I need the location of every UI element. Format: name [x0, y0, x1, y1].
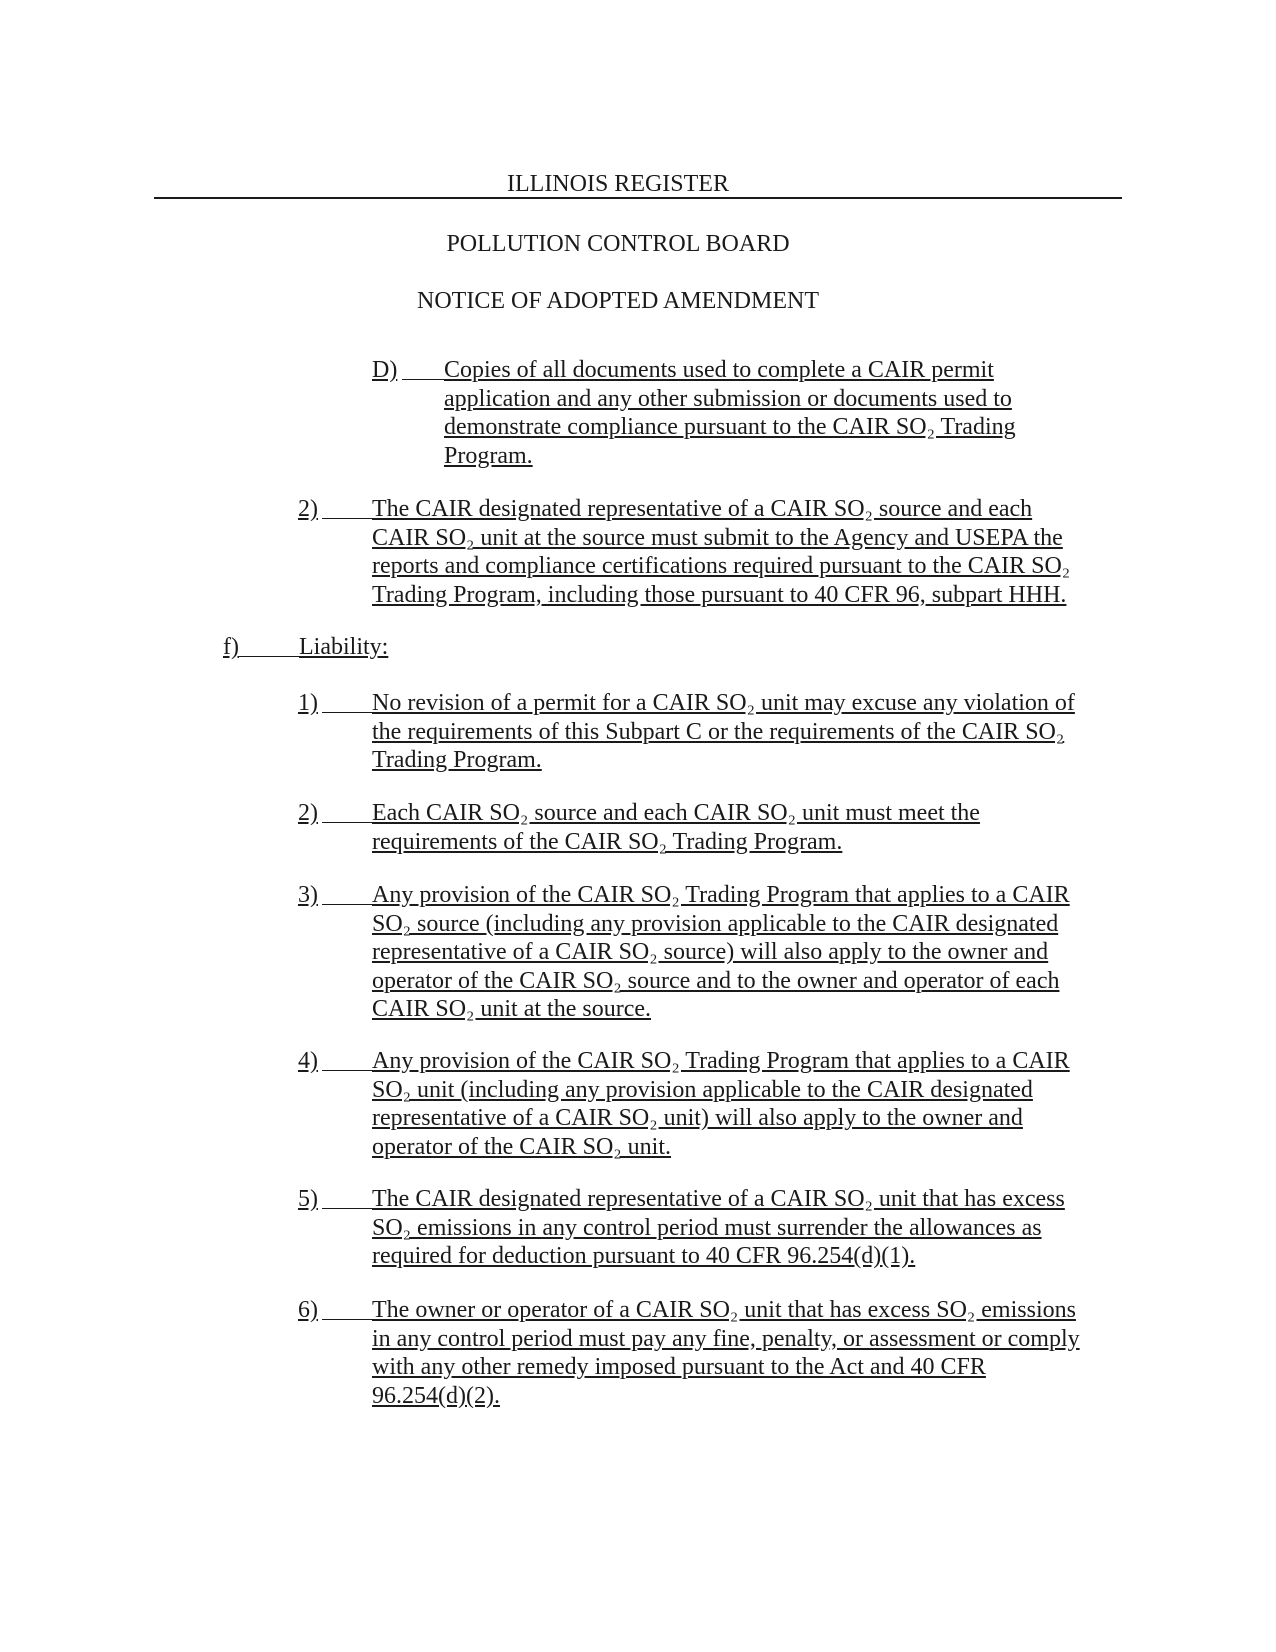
item-text: Any provision of the CAIR SO₂ Trading Program that applies to a CAIR SO₂ source (including any provision applicable to the CAIR designated representative of a CAIR SO₂ source) will also apply to the owner and operator of the CAIR SO₂ source and to the owner and operator of each CAIR SO₂ unit at the source.	[372, 882, 1070, 1023]
item-text: The CAIR designated representative of a CAIR SO₂ unit that has excess SO₂ emissions in any control period must surrender the allowances as required for deduction pursuant to 40 CFR 96.254(d)(1).	[372, 1186, 1065, 1270]
item-label: 5)	[298, 1186, 318, 1212]
register-title: ILLINOIS REGISTER	[507, 171, 729, 197]
item-label: D)	[372, 357, 398, 383]
label-underline	[402, 379, 444, 380]
item-text: No revision of a permit for a CAIR SO₂ unit may excuse any violation of the requirements of this Subpart C or the requirements of the CAIR SO₂ Trading Program.	[372, 690, 1075, 774]
item-text: Liability:	[299, 634, 389, 660]
label-underline	[239, 656, 299, 657]
label-underline	[322, 904, 372, 905]
item-text: The owner or operator of a CAIR SO₂ unit that has excess SO₂ emissions in any control period must pay any fine, penalty, or assessment or comply with any other remedy imposed pursuant to the Act and 40 CFR 96.254(d)(2).	[372, 1297, 1080, 1409]
item-text: Each CAIR SO₂ source and each CAIR SO₂ unit must meet the requirements of the CAIR SO₂ Trading Program.	[372, 800, 980, 855]
item-text: The CAIR designated representative of a CAIR SO₂ source and each CAIR SO₂ unit at the source must submit to the Agency and USEPA the reports and compliance certifications required pursuant to the CAIR SO₂ Trading Program, including those pursuant to 40 CFR 96, subpart HHH.	[372, 496, 1071, 608]
label-underline	[322, 1319, 372, 1320]
notice-title: NOTICE OF ADOPTED AMENDMENT	[417, 288, 819, 314]
item-text: Any provision of the CAIR SO₂ Trading Program that applies to a CAIR SO₂ unit (including any provision applicable to the CAIR designated representative of a CAIR SO₂ unit) will also apply to the owner and operator of the CAIR SO₂ unit.	[372, 1048, 1070, 1160]
label-underline	[322, 518, 372, 519]
board-title: POLLUTION CONTROL BOARD	[446, 231, 790, 257]
item-label: 2)	[298, 800, 318, 826]
item-text: Copies of all documents used to complete a CAIR permit application and any other submission or documents used to demonstrate compliance pursuant to the CAIR SO₂ Trading Program.	[444, 357, 1016, 469]
label-underline	[322, 712, 372, 713]
label-underline	[322, 1070, 372, 1071]
label-underline	[322, 822, 372, 823]
label-underline	[322, 1208, 372, 1209]
item-label: 2)	[298, 496, 318, 522]
item-label: 6)	[298, 1297, 318, 1323]
item-label: 3)	[298, 882, 318, 908]
item-label: f)	[223, 634, 239, 660]
item-label: 1)	[298, 690, 318, 716]
header-rule	[154, 197, 1122, 199]
item-label: 4)	[298, 1048, 318, 1074]
